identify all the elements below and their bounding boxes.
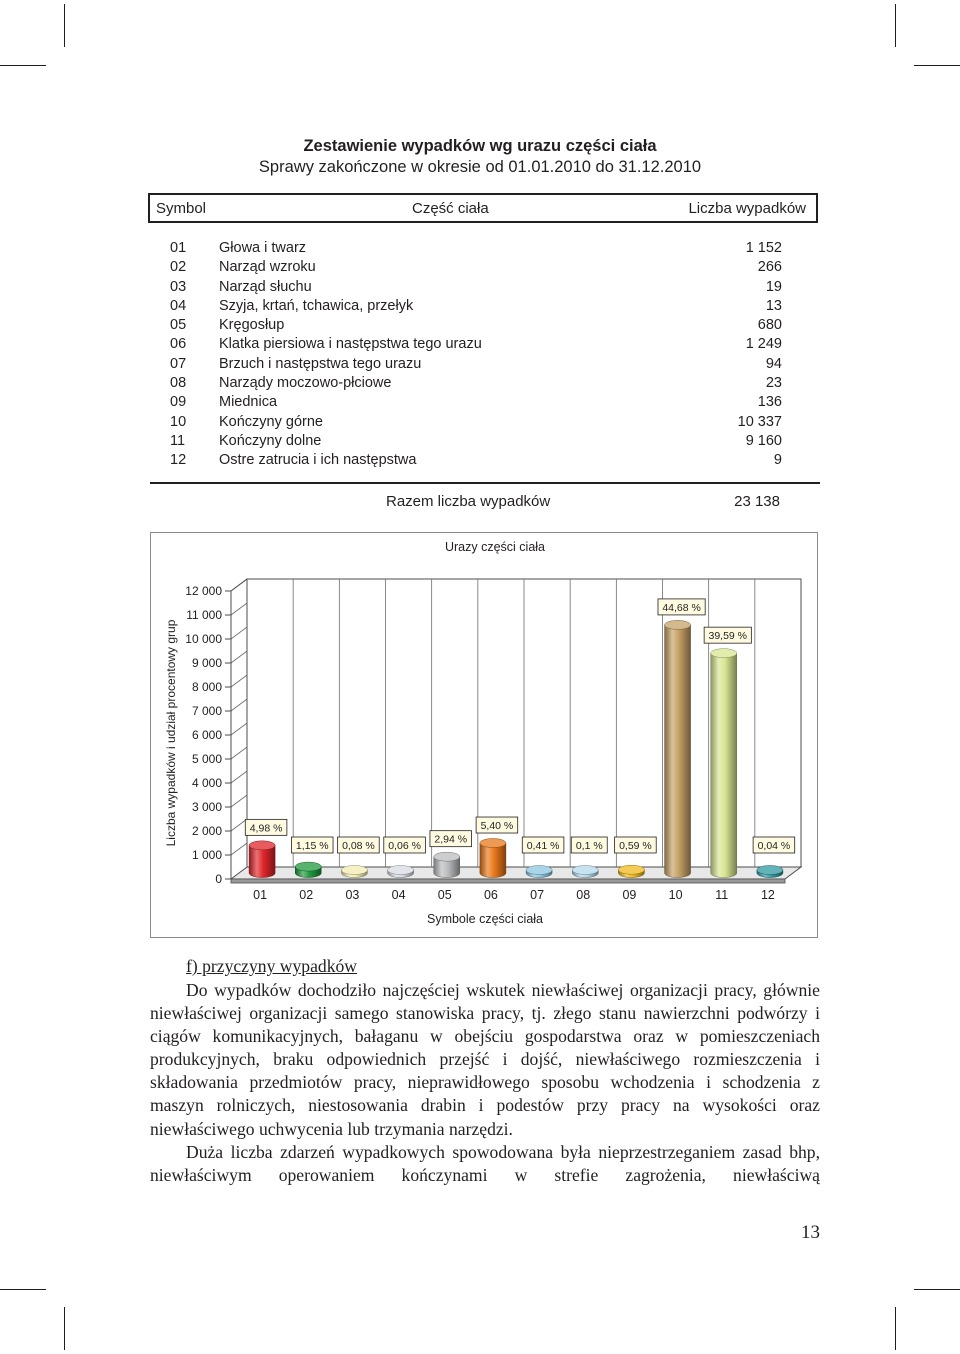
row-symbol: 01 bbox=[170, 240, 187, 256]
total-value: 23 138 bbox=[734, 493, 780, 510]
bar-cap bbox=[526, 866, 552, 875]
crop-mark bbox=[914, 1289, 960, 1290]
row-count: 9 bbox=[773, 452, 782, 469]
table-row bbox=[150, 356, 782, 375]
row-symbol: 12 bbox=[170, 452, 187, 469]
data-label: 5,40 % bbox=[480, 820, 514, 833]
data-label: 4,98 % bbox=[249, 822, 283, 835]
x-tick-label: 01 bbox=[253, 888, 268, 902]
document-title: Zestawienie wypadków wg urazu części ciała bbox=[303, 137, 657, 155]
row-count: 1 152 bbox=[745, 240, 782, 256]
row-body-part: Kończyny dolne bbox=[219, 432, 322, 449]
data-label: 44,68 % bbox=[662, 601, 701, 614]
row-body-part: Kończyny górne bbox=[219, 413, 323, 430]
y-axis-top-edge bbox=[231, 579, 247, 591]
row-count: 13 bbox=[765, 297, 782, 314]
y-tick-label: 11 000 bbox=[186, 608, 222, 622]
x-tick-label: 04 bbox=[391, 888, 406, 902]
table-row bbox=[150, 336, 782, 355]
row-body-part: Szyja, krtań, tchawica, przełyk bbox=[219, 297, 414, 314]
bar-cap bbox=[295, 862, 321, 871]
row-count: 19 bbox=[765, 278, 782, 295]
row-count: 1 249 bbox=[745, 336, 782, 353]
y-gridline-diagonal bbox=[231, 747, 247, 759]
bar-cylinder bbox=[249, 845, 275, 877]
data-label: 0,41 % bbox=[526, 840, 560, 852]
document-subtitle: Sprawy zakończone w okresie od 01.01.2010 do 31.12.2010 bbox=[258, 158, 702, 176]
crop-mark bbox=[64, 1307, 65, 1350]
body-text bbox=[150, 956, 820, 1187]
row-count: 266 bbox=[757, 259, 782, 276]
row-symbol: 02 bbox=[170, 259, 187, 276]
x-tick-label: 05 bbox=[437, 888, 452, 902]
row-symbol: 05 bbox=[170, 317, 187, 334]
y-tick-label: 5 000 bbox=[191, 752, 222, 766]
column-header-symbol: Symbol bbox=[156, 200, 207, 217]
table-row bbox=[150, 240, 782, 259]
row-symbol: 04 bbox=[170, 297, 187, 314]
crop-mark bbox=[0, 1289, 46, 1290]
y-tick-label: 12 000 bbox=[185, 584, 222, 598]
x-tick-label: 09 bbox=[622, 888, 637, 902]
row-symbol: 08 bbox=[170, 375, 187, 392]
data-label: 0,1 % bbox=[575, 840, 603, 852]
bar-cap bbox=[480, 839, 506, 848]
bar-cap bbox=[572, 866, 598, 875]
y-tick-label: 2 000 bbox=[191, 824, 222, 838]
table-row bbox=[150, 317, 782, 336]
x-tick-label: 03 bbox=[345, 888, 360, 902]
crop-mark bbox=[64, 4, 65, 47]
x-tick-label: 06 bbox=[483, 888, 498, 902]
row-symbol: 09 bbox=[170, 394, 187, 411]
y-gridline-diagonal bbox=[231, 723, 247, 735]
table-row bbox=[150, 279, 782, 298]
row-count: 9 160 bbox=[745, 432, 782, 449]
row-count: 10 337 bbox=[737, 413, 782, 430]
table-row bbox=[150, 433, 782, 452]
paragraph: Duża liczba zdarzeń wypadkowych spowodowana była nieprzestrzeganiem zasad bhp, niewłaściwym operowaniem kończynami w strefie zagrożenia, niewłaściwą bbox=[150, 1141, 820, 1185]
y-tick-label: 4 000 bbox=[191, 776, 222, 790]
data-label: 39,59 % bbox=[708, 630, 748, 643]
bar-cap bbox=[434, 852, 460, 861]
data-label: 0,06 % bbox=[388, 840, 421, 852]
row-body-part: Klatka piersiowa i następstwa tego urazu bbox=[219, 336, 482, 353]
row-count: 136 bbox=[757, 394, 782, 411]
x-tick-label: 12 bbox=[760, 888, 775, 902]
bar-cylinder bbox=[711, 653, 737, 877]
x-tick-label: 07 bbox=[530, 888, 545, 902]
y-gridline-diagonal bbox=[231, 843, 247, 855]
bar-cap bbox=[618, 865, 644, 874]
y-tick-label: 6 000 bbox=[191, 728, 222, 742]
table-row bbox=[150, 394, 782, 413]
row-body-part: Brzuch i następstwa tego urazu bbox=[219, 355, 422, 372]
bar-cap bbox=[757, 866, 783, 875]
section-heading: f) przyczyny wypadków bbox=[186, 956, 357, 976]
row-body-part: Miednica bbox=[219, 394, 278, 411]
table-row bbox=[150, 375, 782, 394]
y-gridline-diagonal bbox=[231, 675, 247, 687]
data-label: 0,04 % bbox=[757, 840, 791, 852]
table-header bbox=[148, 193, 818, 223]
row-body-part: Kręgosłup bbox=[219, 317, 285, 334]
y-gridline-diagonal bbox=[231, 651, 247, 663]
table-body bbox=[150, 240, 782, 472]
row-body-part: Narząd słuchu bbox=[219, 278, 312, 295]
y-gridline-diagonal bbox=[231, 627, 247, 639]
y-tick-label: 1 000 bbox=[191, 848, 222, 862]
data-label: 0,08 % bbox=[342, 840, 375, 852]
row-symbol: 03 bbox=[170, 278, 187, 295]
column-header-count: Liczba wypadków bbox=[688, 200, 806, 217]
paragraph: Do wypadków dochodziło najczęściej wskutek niewłaściwej organizacji pracy, głównie niewłaściwej organizacji samego stanowiska pracy, tj. złego stanu nawierzchni podwórzy i ciągów komunikacyjnych, bałaganu w obejściu gospodarstwa oraz w pomieszczeniach produkcyjnych, braku odpowiednich przejść i dojść, niewłaściwego rozmieszczenia i składowania przedmiotów pracy, nieprawidłowego sposobu wchodzenia i schodzenia z maszyn rolniczych, niestosowania drabin i podestów przy pracy na wysokości oraz niewłaściwego uchwycenia lub trzymania narzędzi. bbox=[150, 980, 820, 1139]
y-tick-label: 0 bbox=[215, 872, 222, 886]
chart-frame bbox=[150, 532, 818, 938]
y-gridline-diagonal bbox=[231, 771, 247, 783]
table-row bbox=[150, 259, 782, 278]
page-number: 13 bbox=[801, 1222, 820, 1243]
data-label: 2,94 % bbox=[434, 833, 468, 846]
crop-mark bbox=[914, 65, 960, 66]
row-symbol: 10 bbox=[170, 413, 187, 430]
row-count: 94 bbox=[765, 355, 782, 372]
y-tick-label: 8 000 bbox=[191, 680, 222, 694]
chart-floor-edge bbox=[231, 879, 785, 883]
row-symbol: 06 bbox=[170, 336, 187, 353]
crop-mark bbox=[895, 1307, 896, 1350]
y-tick-label: 3 000 bbox=[191, 800, 222, 814]
row-body-part: Głowa i twarz bbox=[219, 240, 307, 256]
y-gridline-diagonal bbox=[231, 603, 247, 615]
data-label: 1,15 % bbox=[295, 840, 329, 852]
row-body-part: Narządy moczowo-płciowe bbox=[219, 375, 392, 392]
data-label: 0,59 % bbox=[619, 840, 652, 852]
x-tick-label: 11 bbox=[715, 888, 729, 902]
crop-mark bbox=[0, 65, 46, 66]
table-row bbox=[150, 452, 782, 471]
crop-mark bbox=[895, 4, 896, 47]
row-body-part: Narząd wzroku bbox=[219, 259, 316, 276]
y-gridline-diagonal bbox=[231, 699, 247, 711]
row-symbol: 07 bbox=[170, 355, 187, 372]
bar-cap bbox=[665, 620, 691, 629]
row-symbol: 11 bbox=[170, 432, 186, 449]
y-gridline-diagonal bbox=[231, 819, 247, 831]
bar-cap bbox=[388, 866, 414, 875]
y-tick-label: 7 000 bbox=[191, 704, 222, 718]
row-body-part: Ostre zatrucia i ich następstwa bbox=[219, 452, 417, 469]
table-row bbox=[150, 298, 782, 317]
bar-cylinder bbox=[480, 843, 506, 877]
x-axis-label: Symbole części ciała bbox=[426, 912, 544, 926]
bar-cap bbox=[249, 841, 275, 850]
row-count: 680 bbox=[757, 317, 782, 334]
total-label: Razem liczba wypadków bbox=[386, 493, 551, 510]
table-divider bbox=[150, 482, 820, 484]
x-tick-label: 08 bbox=[576, 888, 591, 902]
row-count: 23 bbox=[765, 375, 782, 392]
y-tick-label: 9 000 bbox=[191, 656, 222, 670]
y-gridline-diagonal bbox=[231, 795, 247, 807]
bar-cap bbox=[711, 649, 737, 658]
x-tick-label: 10 bbox=[668, 888, 683, 902]
y-axis-label: Liczba wypadków i udział procentowy grup bbox=[164, 619, 178, 847]
bar-cap bbox=[341, 866, 367, 875]
column-header-body-part: Część ciała bbox=[412, 200, 489, 217]
x-tick-label: 02 bbox=[299, 888, 314, 902]
chart-title: Urazy części ciała bbox=[444, 540, 546, 554]
bar-chart bbox=[151, 533, 817, 937]
bar-cylinder bbox=[665, 625, 691, 878]
y-tick-label: 10 000 bbox=[185, 632, 222, 646]
table-row bbox=[150, 414, 782, 433]
